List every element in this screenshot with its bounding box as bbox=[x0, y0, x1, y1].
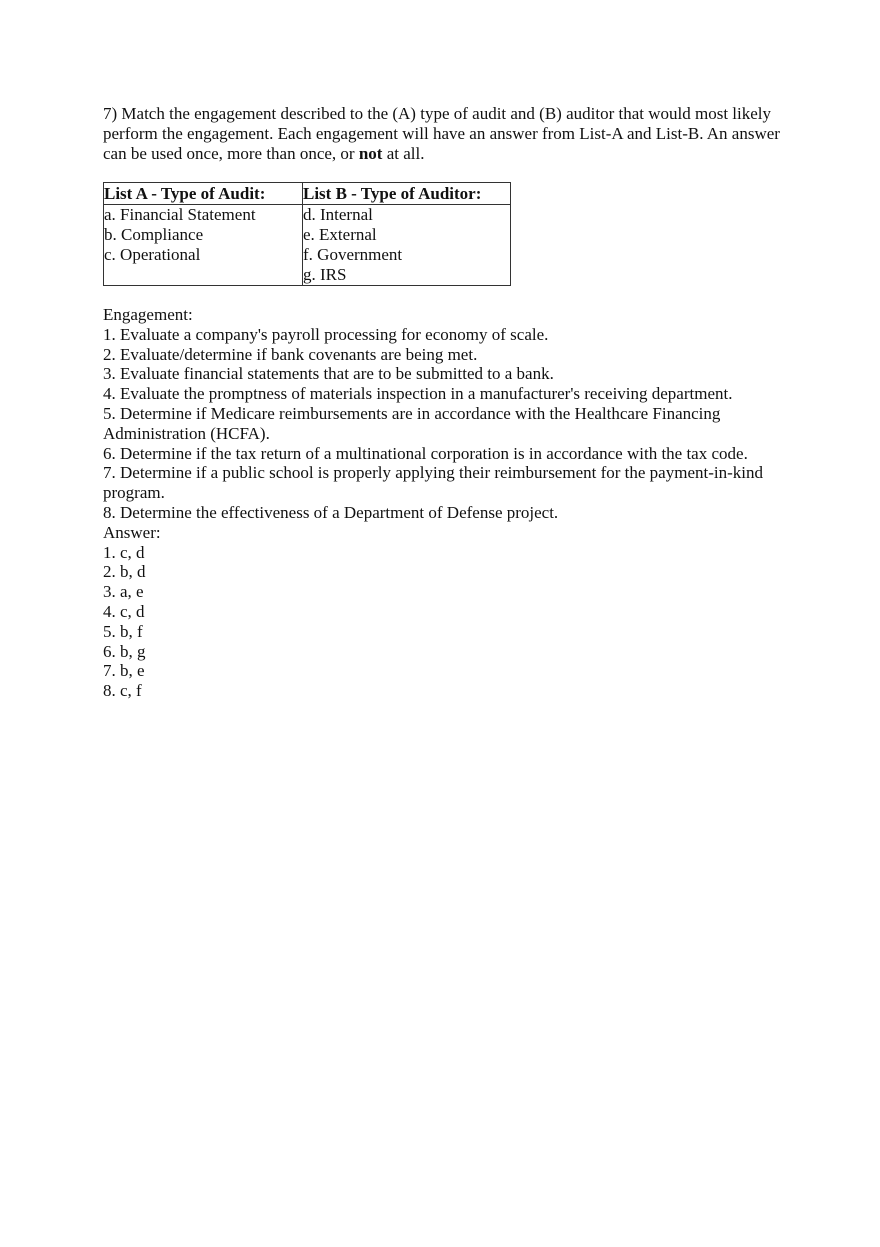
list-a-item: c. Operational bbox=[104, 245, 303, 265]
answer-item: 4. c, d bbox=[103, 601, 145, 621]
lists-table bbox=[103, 182, 511, 286]
engagement-label: Engagement: bbox=[103, 305, 193, 324]
question-part2: at all. bbox=[382, 143, 425, 163]
list-b-item: f. Government bbox=[303, 245, 403, 264]
list-a-header: List A - Type of Audit: bbox=[104, 183, 303, 205]
answer-item: 6. b, g bbox=[103, 641, 146, 661]
list-a-item bbox=[104, 265, 303, 286]
engagement-item: 7. Determine if a public school is properly applying their reimbursement for the payment-in-kind program. bbox=[103, 463, 763, 503]
question-text bbox=[103, 104, 783, 163]
table-row bbox=[104, 245, 511, 265]
list-b-item: d. Internal bbox=[303, 205, 373, 224]
list-a-item: b. Compliance bbox=[104, 225, 303, 245]
engagement-item: 5. Determine if Medicare reimbursements are in accordance with the Healthcare Financing Administration (HCFA). bbox=[103, 403, 721, 443]
table-row bbox=[104, 225, 511, 245]
answer-item: 8. c, f bbox=[103, 681, 142, 701]
answer-item: 5. b, f bbox=[103, 621, 143, 641]
engagement-item: 1. Evaluate a company's payroll processing for economy of scale. bbox=[103, 324, 549, 344]
list-a-item: a. Financial Statement bbox=[104, 205, 303, 226]
answer-item: 2. b, d bbox=[103, 562, 146, 582]
list-b-header: List B - Type of Auditor: bbox=[303, 183, 511, 205]
answer-item: 3. a, e bbox=[103, 582, 144, 602]
table-row bbox=[104, 265, 511, 286]
engagement-item: 3. Evaluate financial statements that are to be submitted to a bank. bbox=[103, 364, 554, 384]
question-part1: 7) Match the engagement described to the (A) type of audit and (B) auditor that would most likely perform the engagement. Each engagement will have an answer from List-A and List-B. An answer can be used once, more than once, or bbox=[103, 104, 780, 163]
answer-item: 7. b, e bbox=[103, 661, 145, 681]
engagement-item: 6. Determine if the tax return of a multinational corporation is in accordance with the tax code. bbox=[103, 443, 748, 463]
engagement-section bbox=[103, 305, 783, 701]
answer-item: 1. c, d bbox=[103, 542, 145, 562]
table-header-row bbox=[104, 183, 511, 205]
table-row bbox=[104, 205, 511, 226]
answer-label: Answer: bbox=[103, 522, 161, 542]
engagement-item: 8. Determine the effectiveness of a Department of Defense project. bbox=[103, 502, 559, 522]
list-b-item: e. External bbox=[303, 225, 377, 244]
list-b-item: g. IRS bbox=[303, 265, 347, 284]
engagement-item: 4. Evaluate the promptness of materials inspection in a manufacturer's receiving department. bbox=[103, 384, 733, 404]
question-bold: not bbox=[358, 143, 383, 163]
engagement-item: 2. Evaluate/determine if bank covenants are being met. bbox=[103, 344, 478, 364]
